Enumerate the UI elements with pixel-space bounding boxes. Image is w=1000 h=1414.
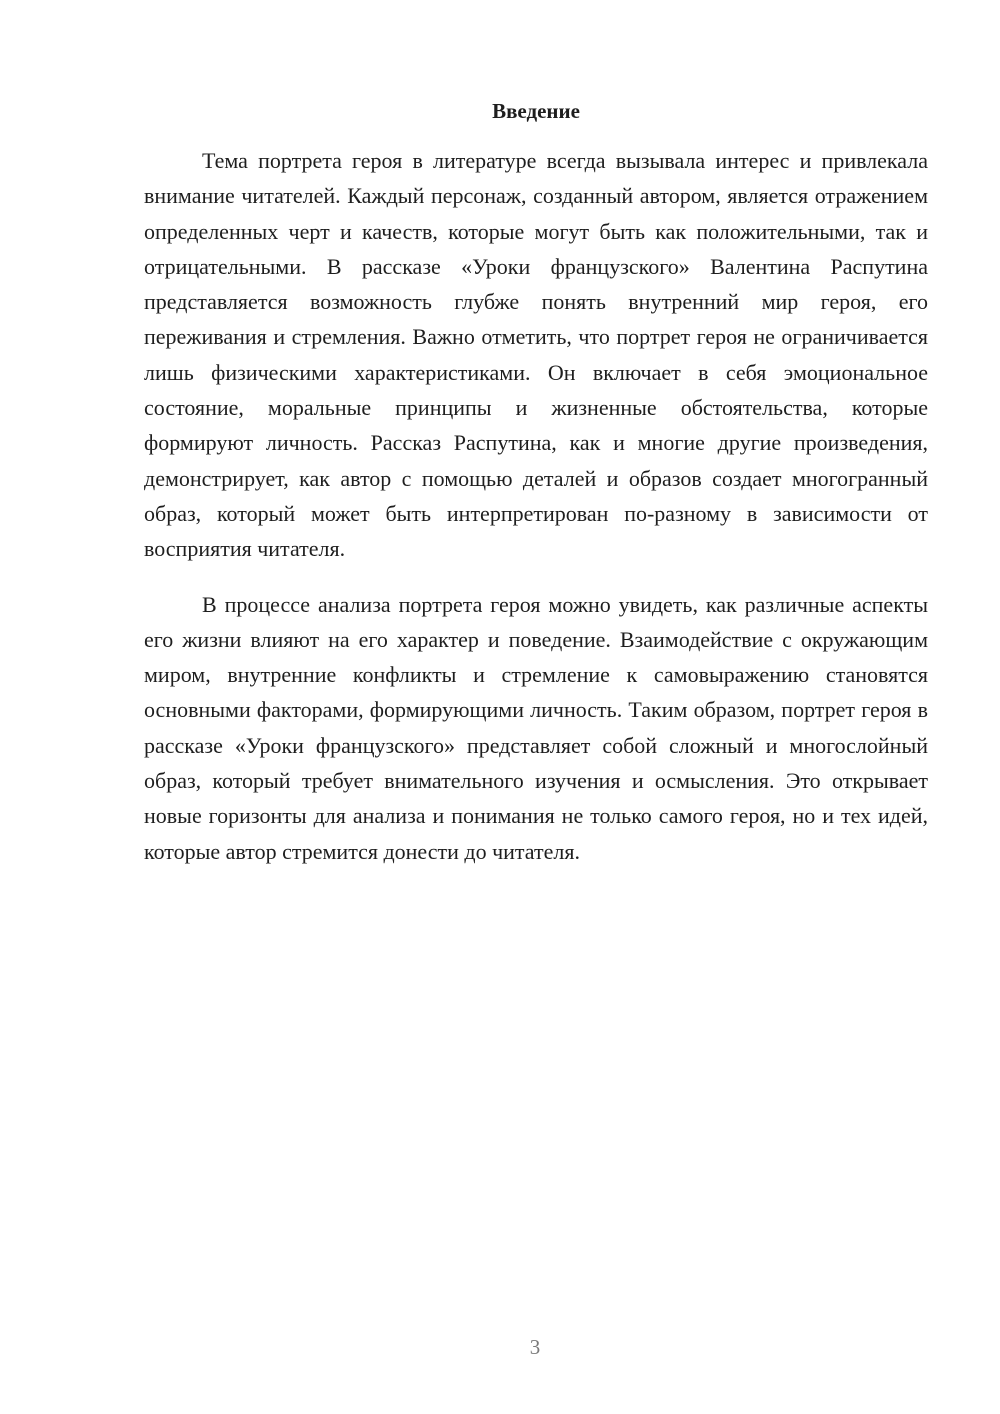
paragraph-2: В процессе анализа портрета героя можно увидеть, как различные аспекты его жизни влияют на его характер и поведение. Взаимодействие с окружающим миром, внутренние конфликты и стремление к самовыражению становятся основными факторами, формирующими личность. Таким образом, портрет героя в рассказе «Уроки французского» представляет собой сложный и многослойный образ, который требует внимательного изучения и осмысления. Это открывает новые горизонты для анализа и понимания не только самого героя, но и тех идей, которые автор стремится донести до читателя. bbox=[144, 591, 928, 864]
paragraph-1: Тема портрета героя в литературе всегда вызывала интерес и привлекала внимание читателей. Каждый персонаж, созданный автором, является отражением определенных черт и качеств, которые могут быть как положительными, так и отрицательными. В рассказе «Уроки французского» Валентина Распутина представляется возможность глубже понять внутренний мир героя, его переживания и стремления. Важно отметить, что портрет героя не ограничивается лишь физическими характеристиками. Он включает в себя эмоциональное состояние, моральные принципы и жизненные обстоятельства, которые формируют личность. Рассказ Распутина, как и многие другие произведения, демонстрирует, как автор с помощью деталей и образов создает многогранный образ, который может быть интерпретирован по-разному в зависимости от восприятия читателя. bbox=[144, 148, 928, 562]
section-title: Введение bbox=[492, 99, 580, 123]
page-number: 3 bbox=[529, 1335, 541, 1359]
body-text bbox=[144, 143, 928, 869]
